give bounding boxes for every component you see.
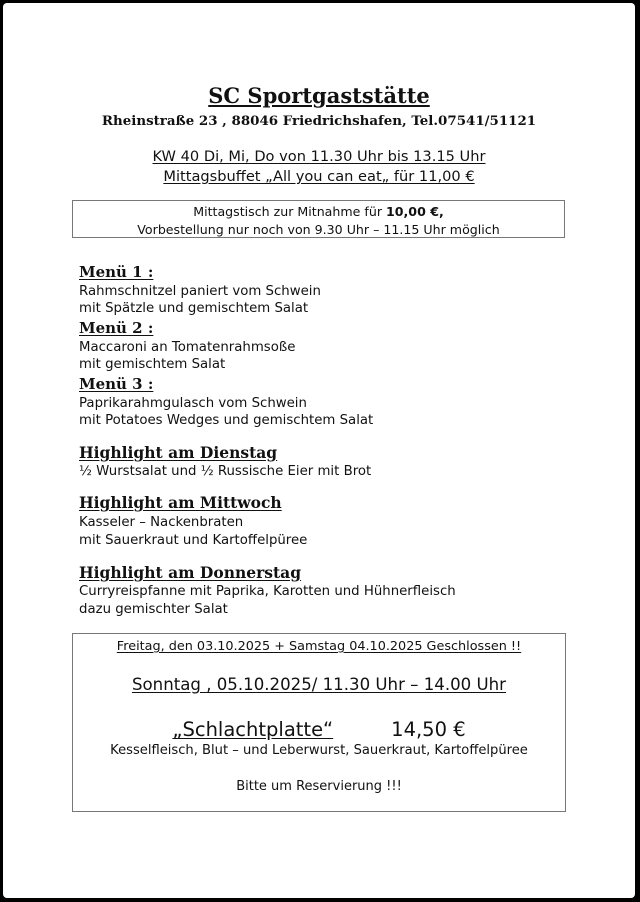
menu-2-line-1: Maccaroni an Tomatenrahmsoße bbox=[79, 340, 296, 355]
dish-name: „Schlachtplatte“ bbox=[172, 718, 334, 741]
highlight-wednesday-title: Highlight am Mittwoch bbox=[79, 493, 282, 512]
highlight-tuesday-line-1: ½ Wurstsalat und ½ Russische Eier mit Brot bbox=[79, 464, 372, 479]
menu-3-title: Menü 3 : bbox=[79, 375, 154, 393]
highlight-thursday-line-1: Curryreispfanne mit Paprika, Karotten und Hühnerfleisch bbox=[79, 584, 456, 599]
menu-1-title: Menü 1 : bbox=[79, 263, 154, 281]
takeaway-box bbox=[72, 200, 565, 238]
highlight-wednesday-line-2: mit Sauerkraut und Kartoffelpüree bbox=[79, 533, 308, 548]
reservation-note: Bitte um Reservierung !!! bbox=[236, 779, 402, 794]
menu-page bbox=[3, 3, 635, 898]
takeaway-text: Mittagstisch zur Mitnahme für bbox=[193, 204, 386, 219]
highlight-thursday-line-2: dazu gemischter Salat bbox=[79, 602, 228, 617]
buffet-line: Mittagsbuffet „All you can eat„ für 11,00 € bbox=[163, 168, 475, 185]
notice-box bbox=[72, 633, 566, 812]
schlachtplatte-offer bbox=[73, 718, 565, 741]
takeaway-price: 10,00 €, bbox=[386, 204, 444, 219]
week-hours-line: KW 40 Di, Mi, Do von 11.30 Uhr bis 13.15 Uhr bbox=[152, 148, 486, 165]
sunday-hours: Sonntag , 05.10.2025/ 11.30 Uhr – 14.00 Uhr bbox=[132, 675, 506, 694]
page-title: SC Sportgaststätte bbox=[208, 83, 430, 108]
menu-3-line-1: Paprikarahmgulasch vom Schwein bbox=[79, 396, 307, 411]
takeaway-line-1 bbox=[73, 203, 564, 221]
menu-1-line-2: mit Spätzle und gemischtem Salat bbox=[79, 301, 309, 316]
closed-notice: Freitag, den 03.10.2025 + Samstag 04.10.2025 Geschlossen !! bbox=[116, 639, 522, 654]
menu-2-line-2: mit gemischtem Salat bbox=[79, 357, 226, 372]
highlight-thursday-title: Highlight am Donnerstag bbox=[79, 563, 302, 582]
dish-price: 14,50 € bbox=[391, 718, 466, 741]
menu-2-title: Menü 2 : bbox=[79, 319, 154, 337]
address-line: Rheinstraße 23 , 88046 Friedrichshafen, Tel.07541/51121 bbox=[101, 113, 537, 129]
menu-1-line-1: Rahmschnitzel paniert vom Schwein bbox=[79, 284, 321, 299]
highlight-wednesday-line-1: Kasseler – Nackenbraten bbox=[79, 515, 244, 530]
dish-sides: Kesselfleisch, Blut – und Leberwurst, Sauerkraut, Kartoffelpüree bbox=[110, 743, 528, 758]
takeaway-line-2: Vorbestellung nur noch von 9.30 Uhr – 11.15 Uhr möglich bbox=[137, 222, 500, 237]
menu-3-line-2: mit Potatoes Wedges und gemischtem Salat bbox=[79, 413, 374, 428]
highlight-tuesday-title: Highlight am Dienstag bbox=[79, 443, 278, 462]
